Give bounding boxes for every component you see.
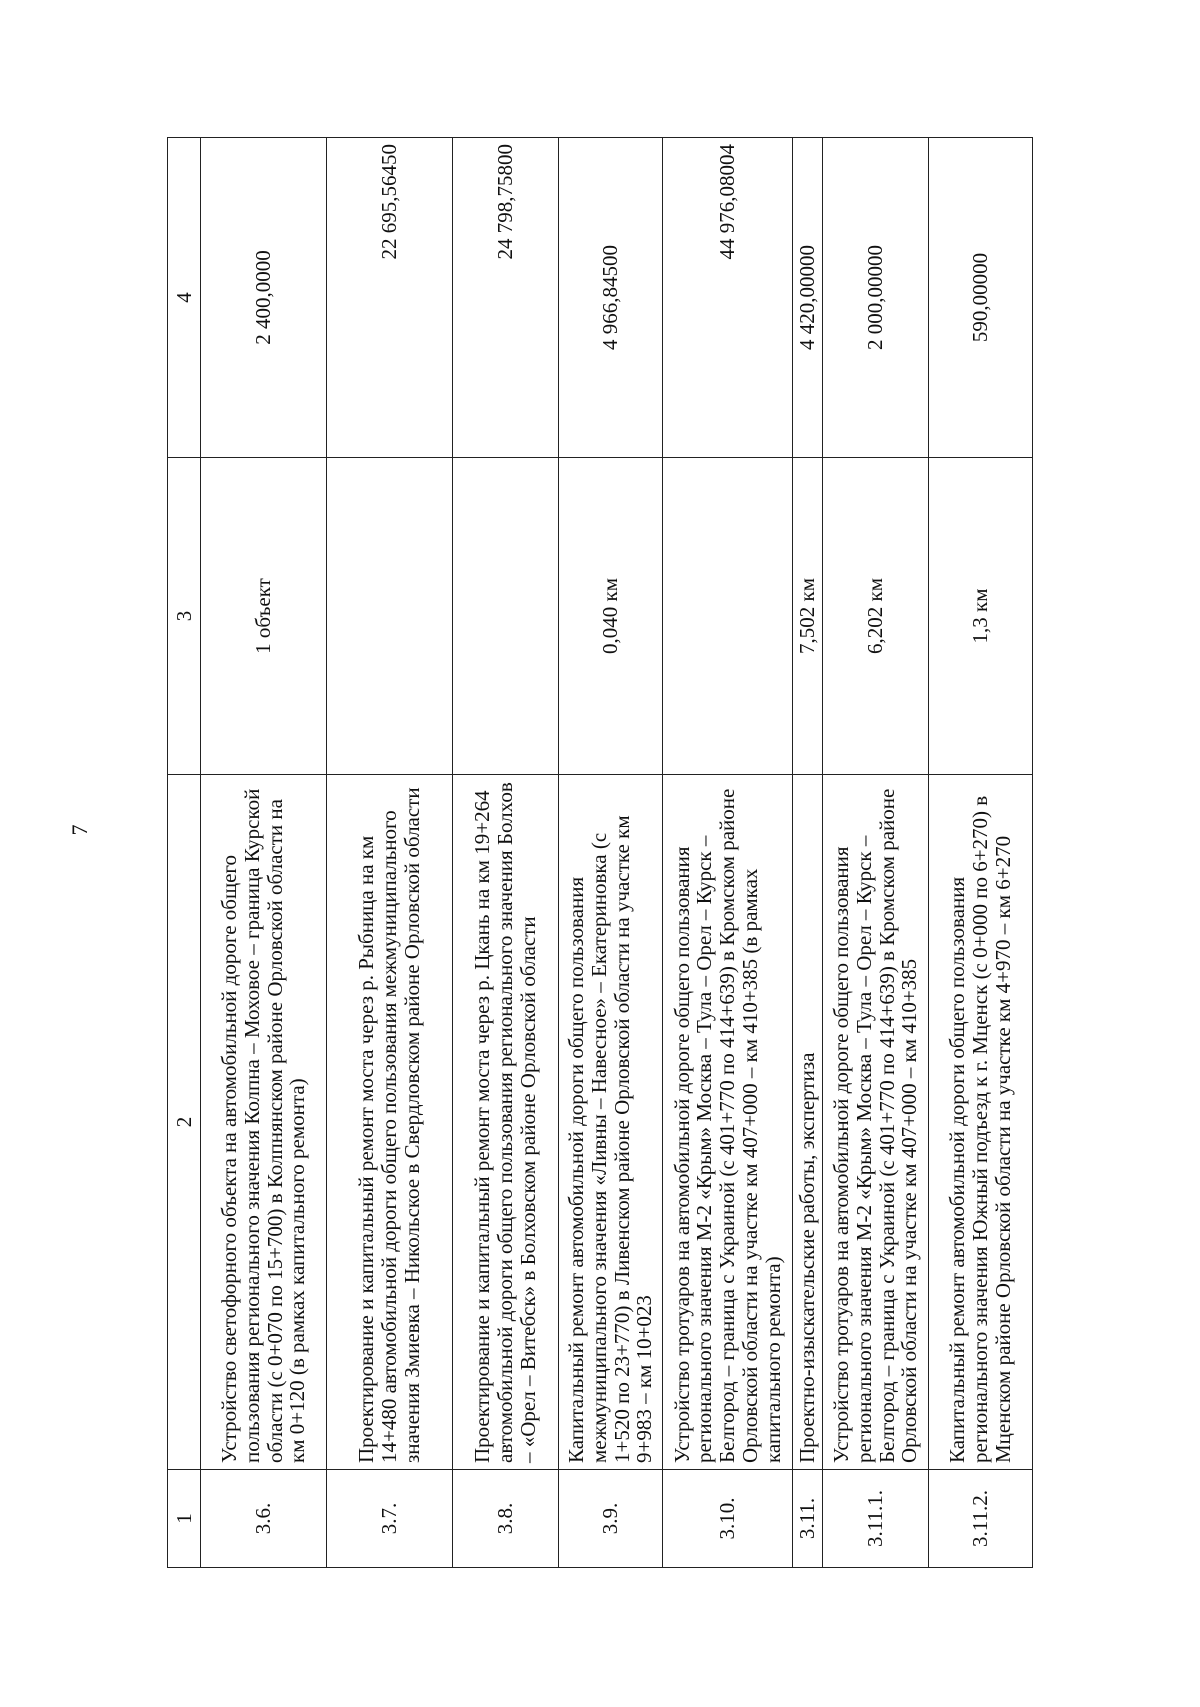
row-description: Капитальный ремонт автомобильной дороги общего пользования межмуниципального значения «Ливны – Навесное» – Екатериновка (с 1+520 по 23+770) в Ливенском районе Орловской области на участке км 9+983 – км 10+023 (559, 775, 663, 1470)
row-number: 3.10. (663, 1470, 793, 1568)
works-table (167, 137, 1033, 1568)
table-header-row (168, 138, 201, 1568)
row-number: 3.11.1. (823, 1470, 929, 1568)
header-cell-3: 3 (168, 458, 201, 775)
row-number: 3.11. (793, 1470, 823, 1568)
table-row (663, 138, 793, 1568)
row-number: 3.11.2. (929, 1470, 1033, 1568)
row-description: Устройство светофорного объекта на автомобильной дороге общего пользования регионального значения Колпна – Моховое – граница Курской области (с 0+070 по 15+700) в Колпнянском районе Орловской области на км 0+120 (в рамках капитального ремонта) (201, 775, 327, 1470)
row-amount: 22 695,56450 (327, 138, 453, 458)
header-cell-4: 4 (168, 138, 201, 458)
header-cell-1: 1 (168, 1470, 201, 1568)
page-number: 7 (67, 824, 92, 836)
row-quantity: 0,040 км (559, 458, 663, 775)
row-quantity: 1 объект (201, 458, 327, 775)
row-description: Устройство тротуаров на автомобильной дороге общего пользования регионального значения М-2 «Крым» Москва – Тула – Орел – Курск – Белгород – граница с Украиной (с 401+770 по 414+639) в Кромском районе Орловской области на участке км 407+000 – км 410+385 (в рамках капитального ремонта) (663, 775, 793, 1470)
header-cell-2: 2 (168, 775, 201, 1470)
table-row (793, 138, 823, 1568)
row-amount: 4 420,00000 (793, 138, 823, 458)
row-amount: 44 976,08004 (663, 138, 793, 458)
row-number: 3.8. (453, 1470, 559, 1568)
table-row (823, 138, 929, 1568)
row-quantity (663, 458, 793, 775)
row-quantity: 7,502 км (793, 458, 823, 775)
row-quantity (453, 458, 559, 775)
rotated-table-wrapper (167, 138, 1015, 1568)
table-row (559, 138, 663, 1568)
table-row (327, 138, 453, 1568)
row-description: Капитальный ремонт автомобильной дороги общего пользования регионального значения Южный подъезд к г. Мценск (с 0+000 по 6+270) в Мценском районе Орловской области на участке км 4+970 – км 6+270 (929, 775, 1033, 1470)
row-number: 3.7. (327, 1470, 453, 1568)
row-quantity: 6,202 км (823, 458, 929, 775)
table-row (453, 138, 559, 1568)
row-description: Проектирование и капитальный ремонт моста через р. Цкань на км 19+264 автомобильной дороги общего пользования регионального значения Болхов – «Орел – Витебск» в Болховском районе Орловской области (453, 775, 559, 1470)
table-row (201, 138, 327, 1568)
row-description: Проектно-изыскательские работы, экспертиза (793, 775, 823, 1470)
row-amount: 590,00000 (929, 138, 1033, 458)
row-quantity (327, 458, 453, 775)
row-number: 3.6. (201, 1470, 327, 1568)
table-row (929, 138, 1033, 1568)
row-description: Устройство тротуаров на автомобильной дороге общего пользования регионального значения М-2 «Крым» Москва – Тула – Орел – Курск – Белгород – граница с Украиной (с 401+770 по 414+639) в Кромском районе Орловской области на участке км 407+000 – км 410+385 (823, 775, 929, 1470)
row-amount: 2 000,00000 (823, 138, 929, 458)
row-description: Проектирование и капитальный ремонт моста через р. Рыбница на км 14+480 автомобильной дороги общего пользования межмуниципального значения Змиевка – Никольское в Свердловском районе Орловской области (327, 775, 453, 1470)
row-amount: 2 400,0000 (201, 138, 327, 458)
row-number: 3.9. (559, 1470, 663, 1568)
row-quantity: 1,3 км (929, 458, 1033, 775)
row-amount: 24 798,75800 (453, 138, 559, 458)
row-amount: 4 966,84500 (559, 138, 663, 458)
